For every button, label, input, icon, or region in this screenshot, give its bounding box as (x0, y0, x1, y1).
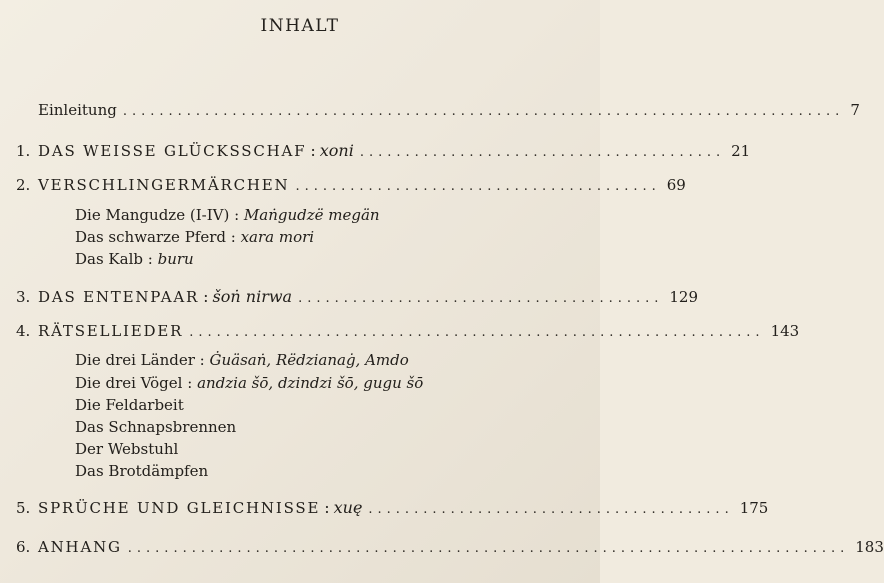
subentry-label: Die drei Vögel : (75, 374, 193, 392)
subentry-label: Die drei Länder : (75, 351, 205, 369)
dot-leader: ........................................ (368, 502, 734, 517)
transliteration: Maṅgudzë megän (243, 206, 380, 224)
toc-subentry[interactable] (75, 228, 314, 246)
toc-subentry[interactable] (75, 250, 194, 268)
chapter-number: 2. (16, 176, 31, 194)
chapter-number: 5. (16, 499, 31, 517)
subentry-label: Die Mangudze (I-IV) : (75, 206, 240, 224)
chapter-number: 4. (16, 322, 31, 340)
colon-separator: : (203, 287, 209, 306)
chapter-title: DAS ENTENPAAR (38, 288, 200, 306)
transliteration: xoni (319, 141, 354, 160)
entry-label: Einleitung (38, 101, 117, 119)
dot-leader: ............................................................................... (127, 541, 850, 556)
toc-entry-chapter-6[interactable] (16, 538, 884, 556)
toc-subentry[interactable] (75, 396, 184, 414)
chapter-title: RÄTSELLIEDER (38, 322, 184, 340)
subentry-label: Das Schnapsbrennen (75, 418, 237, 436)
toc-subentry[interactable] (75, 462, 208, 480)
subentry-label: Das Kalb : (75, 250, 153, 268)
dot-leader: ............................................................... (189, 325, 765, 340)
dot-leader: ........................................ (359, 145, 726, 160)
subentry-label: Der Webstuhl (75, 440, 179, 458)
dot-leader: ........................................ (295, 179, 661, 194)
dot-leader: ............................................................................... (122, 104, 845, 119)
chapter-title: ANHANG (38, 538, 122, 556)
chapter-number: 3. (16, 288, 31, 306)
page-number: 7 (850, 101, 860, 119)
toc-subentry[interactable] (75, 206, 380, 224)
dot-leader: ........................................ (298, 291, 664, 306)
toc-entry-chapter-5[interactable] (16, 498, 769, 517)
page-number: 21 (731, 142, 751, 160)
toc-subentry[interactable] (75, 440, 178, 458)
toc-entry-chapter-4[interactable] (16, 322, 800, 340)
chapter-number: 6. (16, 538, 31, 556)
transliteration: andzia šō, dzindzi šō, gugu šō (197, 374, 424, 392)
transliteration: xuę (333, 498, 363, 517)
chapter-number: 1. (16, 142, 31, 160)
transliteration: Ġuäsaṅ, Rëdzianaġ, Amdo (209, 351, 409, 369)
subentry-label: Die Feldarbeit (75, 396, 184, 414)
transliteration: šoṅ nirwa (212, 287, 293, 306)
toc-entry-chapter-2[interactable] (16, 176, 686, 194)
colon-separator: : (324, 498, 330, 517)
page-number: 69 (666, 176, 686, 194)
toc-subentry[interactable] (75, 374, 423, 392)
toc-entry-chapter-1[interactable] (16, 141, 751, 160)
toc-entry-chapter-3[interactable] (16, 287, 699, 306)
subentry-label: Das Brotdämpfen (75, 462, 209, 480)
chapter-title: VERSCHLINGERMÄRCHEN (38, 176, 290, 194)
transliteration: xara mori (240, 228, 315, 246)
chapter-title: SPRÜCHE UND GLEICHNISSE (38, 499, 321, 517)
page-title: INHALT (260, 16, 340, 36)
colon-separator: : (310, 141, 316, 160)
page-number: 175 (739, 499, 769, 517)
subentry-label: Das schwarze Pferd : (75, 228, 236, 246)
page-number: 183 (855, 538, 884, 556)
toc-subentry[interactable] (75, 418, 236, 436)
transliteration: buru (157, 250, 194, 268)
page-number: 143 (770, 322, 800, 340)
chapter-title: DAS WEISSE GLÜCKSSCHAF (38, 142, 307, 160)
page-number: 129 (669, 288, 699, 306)
toc-subentry[interactable] (75, 351, 409, 369)
toc-entry-introduction[interactable] (38, 101, 860, 119)
